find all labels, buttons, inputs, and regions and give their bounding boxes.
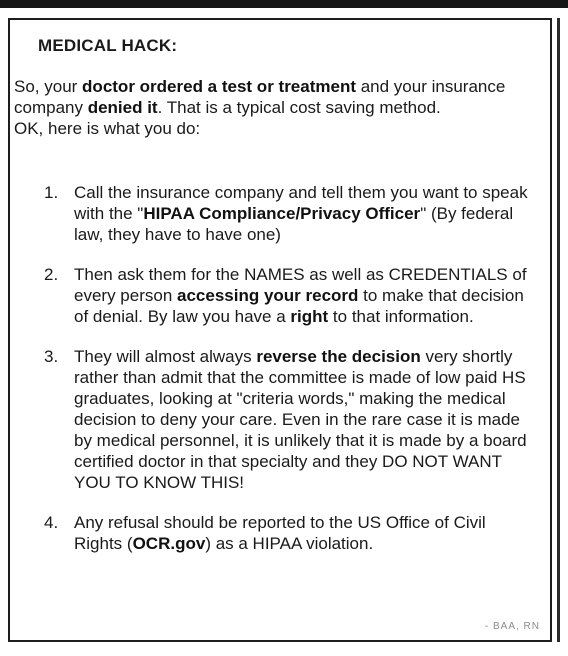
intro-instruction: OK, here is what you do: (14, 119, 201, 138)
intro-text: and your insurance company (14, 77, 506, 117)
item-number: 4. (44, 513, 59, 532)
list-item (44, 182, 534, 245)
intro-bold-doctor: doctor ordered a test or treatment (82, 77, 356, 96)
item-text: very shortly rather than admit that the committee is made of low paid HS graduates, looking at "criteria words," making the medical decision to deny your care. Even in the rare case it is made by medical personnel, it is unlikely that it is made by a board certified doctor in that specialty and they DO NOT WANT YOU TO KNOW THIS! (74, 347, 527, 492)
item-text: " (By federal law, they have to have one) (74, 204, 514, 244)
item-text: They will almost always (74, 347, 257, 366)
item-number: 2. (44, 265, 59, 284)
item-text: to that information. (328, 307, 474, 326)
item-bold: right (290, 307, 329, 326)
item-bold: OCR.gov (132, 534, 206, 553)
page-title: MEDICAL HACK: (38, 36, 178, 55)
list-item (44, 264, 534, 327)
item-text: Any refusal should be reported to the US Office of Civil Rights ( (74, 513, 486, 553)
intro-text: . That is a typical cost saving method. (157, 98, 441, 117)
item-text: to make that decision of denial. By law you have a (74, 286, 524, 326)
item-bold: HIPAA Compliance/Privacy Officer (143, 204, 421, 223)
intro-paragraph (14, 76, 534, 139)
list-item (44, 346, 534, 493)
right-border (557, 18, 560, 642)
item-text: ) as a HIPAA violation. (205, 534, 374, 553)
item-number: 1. (44, 183, 59, 202)
intro-text: So, your (14, 77, 83, 96)
signature: - BAA, RN (484, 621, 540, 632)
item-number: 3. (44, 347, 59, 366)
intro-bold-denied: denied it (87, 98, 158, 117)
steps-list (44, 182, 534, 554)
item-text: Call the insurance company and tell them you want to speak with the " (74, 183, 528, 223)
item-bold: accessing your record (177, 286, 359, 305)
top-border (0, 0, 568, 8)
list-item (44, 512, 534, 554)
item-bold: reverse the decision (256, 347, 421, 366)
item-text: Then ask them for the NAMES as well as CREDENTIALS of every person (74, 265, 527, 305)
